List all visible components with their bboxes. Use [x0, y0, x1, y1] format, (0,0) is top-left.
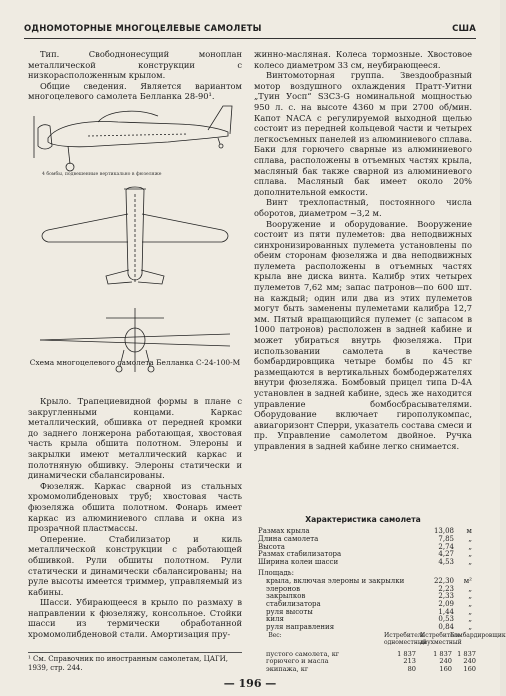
- top-view: [42, 187, 228, 284]
- paragraph-type: Тип. Свободнонесущий моноплан металлической конструкции с низкорасположенным крылом.: [28, 49, 242, 81]
- weights-table: [258, 632, 506, 646]
- header-title: ОДНОМОТОРНЫЕ МНОГОЦЕЛЕВЫЕ САМОЛЕТЫ: [24, 24, 262, 34]
- weight-row: горючего и масла 213 240 240: [266, 657, 476, 666]
- spec-row: стабилизатора 2,09 „: [266, 599, 472, 608]
- spec-row: закрылков 2,33 „: [266, 592, 472, 600]
- spec-row: Высота 2,74 „: [258, 542, 472, 551]
- right-body: [254, 49, 472, 452]
- spec-row: киля 0,53 „: [266, 615, 472, 624]
- col-header: Истребитель двухместный: [420, 632, 462, 646]
- paragraph-propeller: Винт трехлопастный, постоянного числа оборотов, диаметром ~3,2 м.: [254, 197, 472, 218]
- paragraph-powerplant: Винтомоторная группа. Звездообразный мотор воздушного охлаждения Пратт-Уитни „Туин Уосп“ S3C3-G номинальной мощностью 950 л. с. на высоте 4360 м при 2700 об/мин. Капот NACA с регулируемой выходной щелью состоит из передней кольцевой части и четырех легкосъемных панелей из алюминиевого сплава. Баки для горючего сварные из алюминиевого сплава, расположены в отъемных частях крыла, масляный бак также сварной из алюминиевого сплава. Масляный бак имеет около 20% дополнительной емкости.: [254, 70, 472, 197]
- running-header: [24, 22, 476, 39]
- spec-table-title: Характеристика самолета: [305, 515, 421, 524]
- spec-areas-more: [258, 593, 472, 632]
- spec-dimensions: [258, 528, 472, 567]
- spec-row: Размах крыла 13,08 м: [258, 527, 472, 535]
- side-view: [34, 106, 232, 171]
- figure-note: 4 бомбы, подвешенные вертикально в фюзеляже: [42, 172, 162, 177]
- weights-rows: [258, 650, 476, 673]
- paragraph-fuselage: Фюзеляж. Каркас сварной из стальных хромомолибденовых труб; хвостовая часть фюзеляжа обшита полотном. Фонарь имеет каркас из алюминиевого сплава и окна из прозрачной пластмассы.: [28, 480, 242, 534]
- spec-row: элеронов 2,23 „: [266, 584, 472, 593]
- spec-row: руля направления 0,84 „: [266, 623, 472, 632]
- paragraph-wing: Крыло. Трапециевидной формы в плане с закругленными концами. Каркас металлический, обшивка от передней кромки до заднего лонжерона работающая, хвостовая часть крыла обшита полотном. Элероны и закрылки имеют металлический каркас и полотняную обшивку. Элероны статически и динамически сбалансированы.: [28, 396, 242, 481]
- paragraph-general: Общие сведения. Является вариантом многоцелевого самолета Белланка 28-90¹.: [28, 80, 242, 102]
- header-country: США: [452, 24, 476, 34]
- left-body: [28, 396, 242, 640]
- col-header: Истребитель одноместный: [384, 632, 427, 646]
- spec-row: Размах стабилизатора 4,27 „: [258, 550, 472, 559]
- footnote: ¹ См. Справочник по иностранным самолетам, ЦАГИ, 1939, стр. 244.: [28, 652, 242, 673]
- paragraph-tail: Оперение. Стабилизатор и киль металлической конструкции с работающей обшивкой. Рули обшиты полотном. Рули статически и динамически сбалансированы; на руле высоты имеется триммер, управляемый из кабины.: [28, 533, 242, 597]
- spec-row: Ширина колеи шасси 4,53 „: [258, 558, 472, 567]
- figure-caption: Схема многоцелевого самолета Белланка С-24-100-М: [29, 358, 241, 367]
- spec-row: крыла, включая элероны и закрылки 22,30 м²: [266, 576, 472, 585]
- paragraph-armament: Вооружение и оборудование. Вооружение состоит из пяти пулеметов: два неподвижных синхронизированных пулемета установлены по обеим сторонам фюзеляжа и два неподвижных пулемета расположены в отъемных частях крыла вне диска винта. Калибр этих четырех пулеметов 7,62 мм; запас патронов—по 600 шт. на каждый; один или два из этих пулеметов могут быть заменены пулеметами калибра 12,7 мм. Пятый вращающийся пулемет (с запасом в 1000 патронов) расположен в задней кабине и может убираться внутрь фюзеляжа. При использовании самолета в качестве бомбардировщика четыре бомбы по 45 кг размещаются в вертикальных бомбодержателях внутри фюзеляжа. Бомбовый прицел типа D-4A установлен в задней кабине, здесь же находится управление бомбосбрасывателями. Оборудование включает гирополукомпас, авиагоризонт Сперри, указатель состава смеси и пр. Управление самолетом двойное. Ручка управления в задней кабине легко снимается.: [254, 218, 472, 451]
- spec-row: руля высоты 1,44 „: [266, 607, 472, 616]
- aircraft-three-view-drawing: [28, 94, 242, 384]
- spec-areas: [258, 570, 472, 593]
- col-header: Бомбардировщик: [450, 632, 506, 639]
- weights-header: Вес: Истребитель одноместный Истребитель двухместный Бомбардировщик: [268, 632, 506, 646]
- weight-row: экипажа, кг 80 160 160: [266, 664, 476, 673]
- spec-row: Длина самолета 7,85 „: [258, 534, 472, 543]
- paragraph-landing-gear: Шасси. Убирающееся в крыло по размаху в направлении к фюзеляжу, консольное. Стойки шасси из термически обработанной хромомолибденовой стали. Амортизация пру-: [28, 597, 242, 640]
- page-number: — 196 —: [223, 677, 277, 690]
- areas-heading: Площадь:: [258, 569, 294, 577]
- weight-row: пустого самолета, кг 1 837 1 837 1 837: [266, 650, 476, 658]
- paragraph-gear-cont: жинно-масляная. Колеса тормозные. Хвостовое колесо диаметром 33 см, неубирающееся.: [254, 49, 472, 70]
